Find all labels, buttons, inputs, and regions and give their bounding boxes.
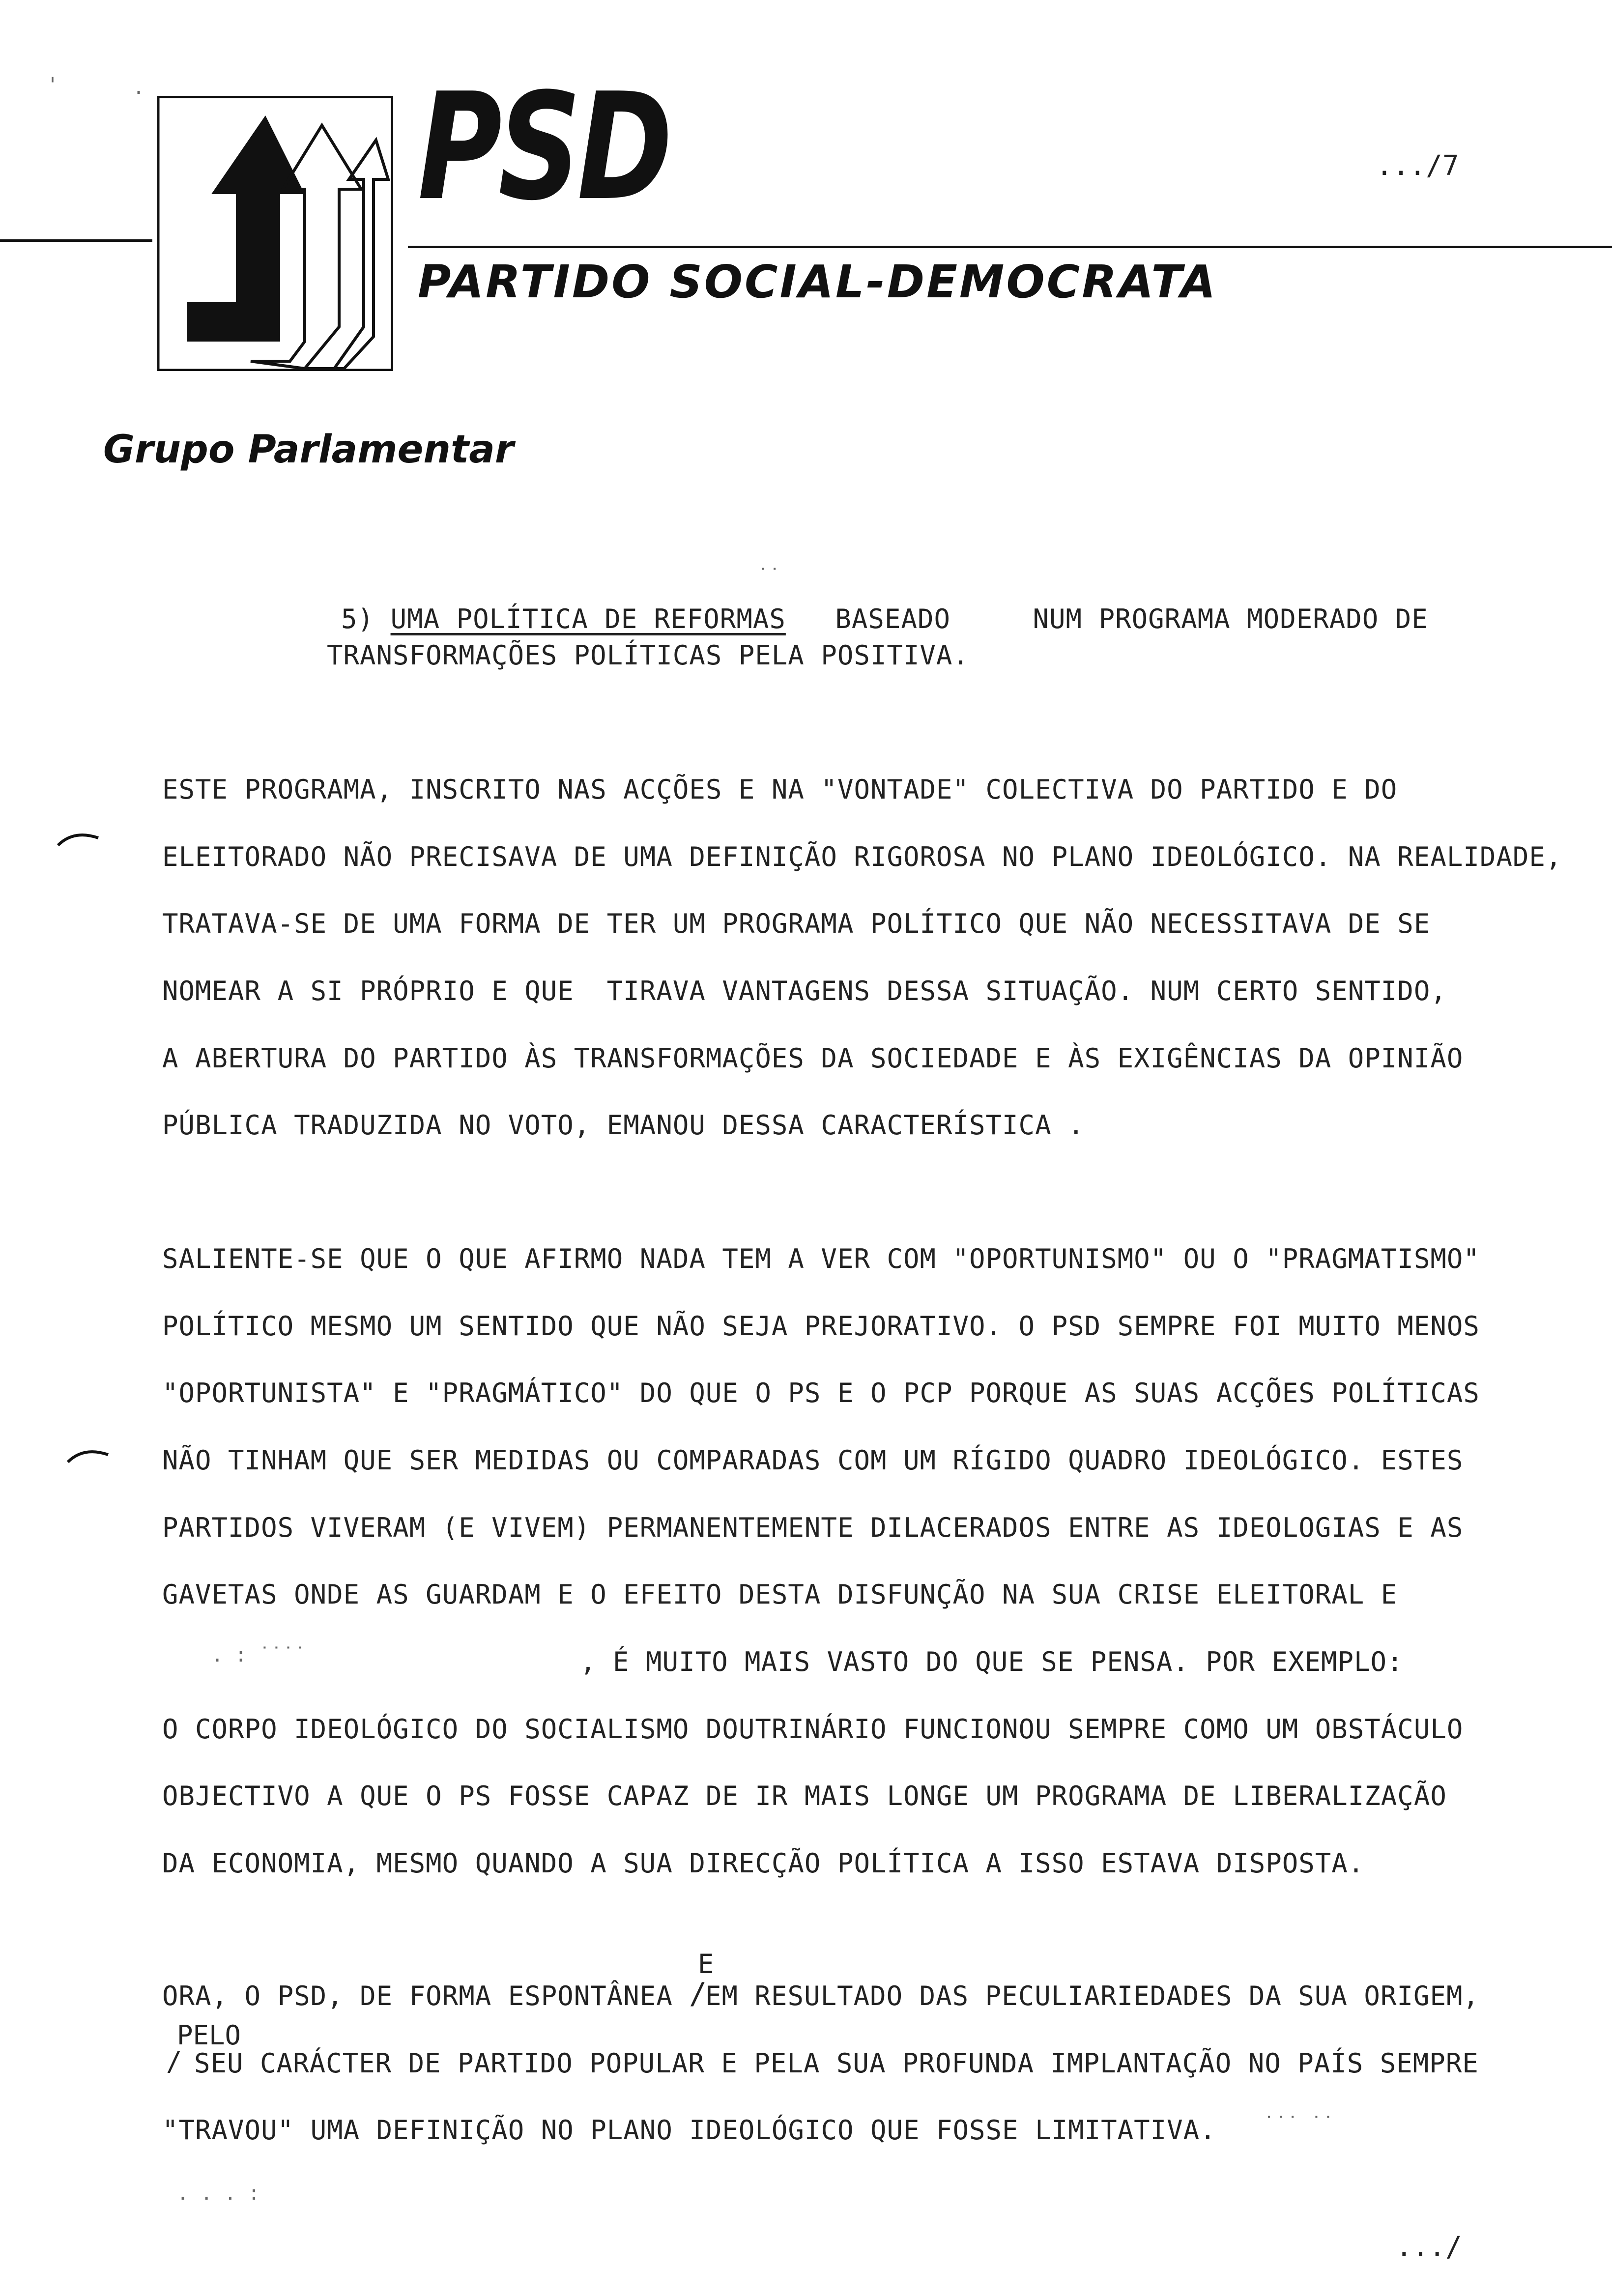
section-title-underlined: UMA POLÍTICA DE REFORMAS: [390, 603, 786, 634]
insert-mark: /: [166, 2046, 182, 2077]
party-name: PARTIDO SOCIAL-DEMOCRATA: [418, 256, 1218, 308]
page-ref-top: .../7: [1376, 150, 1459, 182]
p2-line-6: GAVETAS ONDE AS GUARDAM E O EFEITO DESTA DISFUNÇÃO NA SUA CRISE ELEITORAL E: [162, 1579, 1398, 1610]
p2-line-5: PARTIDOS VIVERAM (E VIVEM) PERMANENTEMENTE DILACERADOS ENTRE AS IDEOLOGIAS E AS: [162, 1512, 1464, 1543]
p1-line-3: TRATAVA-SE DE UMA FORMA DE TER UM PROGRAMA POLÍTICO QUE NÃO NECESSITAVA DE SE: [162, 908, 1431, 939]
page-ref-bottom: .../: [1396, 2231, 1462, 2263]
scan-speck: ˙˙˙ ˙˙: [1263, 2113, 1334, 2136]
handwritten-insert-e: E: [698, 1949, 714, 1980]
section-title-rest: BASEADO NUM PROGRAMA MODERADO DE: [835, 603, 1428, 634]
insert-slash: /: [689, 1977, 707, 2011]
p3-line-2: SEU CARÁCTER DE PARTIDO POPULAR E PELA SUA PROFUNDA IMPLANTAÇÃO NO PAÍS SEMPRE: [194, 2048, 1479, 2079]
p2-line-10: DA ECONOMIA, MESMO QUANDO A SUA DIRECÇÃO POLÍTICA A ISSO ESTAVA DISPOSTA.: [162, 1848, 1365, 1879]
p2-line-2: POLÍTICO MESMO UM SENTIDO QUE NÃO SEJA PREJORATIVO. O PSD SEMPRE FOI MUITO MENOS: [162, 1311, 1480, 1342]
psd-wordmark: PSD: [418, 61, 669, 233]
p3-line-1a: ORA, O PSD, DE FORMA ESPONTÂNEA: [162, 1980, 673, 2011]
p1-line-2: ELEITORADO NÃO PRECISAVA DE UMA DEFINIÇÃO RIGOROSA NO PLANO IDEOLÓGICO. NA REALIDADE,: [162, 841, 1562, 872]
p1-line-5: A ABERTURA DO PARTIDO ÀS TRANSFORMAÇÕES DA SOCIEDADE E ÀS EXIGÊNCIAS DA OPINIÃO: [162, 1043, 1464, 1074]
p2-line-1: SALIENTE-SE QUE O QUE AFIRMO NADA TEM A VER COM "OPORTUNISMO" OU O "PRAGMATISMO": [162, 1243, 1480, 1274]
p2-line-9: OBJECTIVO A QUE O PS FOSSE CAPAZ DE IR MAIS LONGE UM PROGRAMA DE LIBERALIZAÇÃO: [162, 1780, 1447, 1811]
psd-arrows-logo: [157, 96, 393, 371]
group-name: Grupo Parlamentar: [103, 428, 514, 472]
scan-speck: . : ˙˙˙˙: [211, 1644, 306, 1666]
scan-speck: . . . :: [177, 2182, 260, 2205]
p3-line-1b: EM RESULTADO DAS PECULIARIEDADES DA SUA ORIGEM,: [705, 1980, 1480, 2011]
scan-speck: .: [133, 76, 145, 99]
p2-line-8: O CORPO IDEOLÓGICO DO SOCIALISMO DOUTRINÁRIO FUNCIONOU SEMPRE COMO UM OBSTÁCULO: [162, 1714, 1464, 1745]
p1-line-1: ESTE PROGRAMA, INSCRITO NAS ACÇÕES E NA "VONTADE" COLECTIVA DO PARTIDO E DO: [162, 774, 1398, 805]
p1-line-6: PÚBLICA TRADUZIDA NO VOTO, EMANOU DESSA CARACTERÍSTICA .: [162, 1110, 1085, 1141]
header-rule-right: [408, 246, 1612, 248]
section-heading-line2: TRANSFORMAÇÕES POLÍTICAS PELA POSITIVA.: [327, 640, 969, 671]
section-number: 5): [341, 603, 374, 634]
header-rule-left: [0, 239, 152, 242]
p2-line-4: NÃO TINHAM QUE SER MEDIDAS OU COMPARADAS COM UM RÍGIDO QUADRO IDEOLÓGICO. ESTES: [162, 1445, 1464, 1476]
margin-bracket-1: [54, 826, 103, 850]
p3-line-3: "TRAVOU" UMA DEFINIÇÃO NO PLANO IDEOLÓGICO QUE FOSSE LIMITATIVA.: [162, 2115, 1216, 2146]
p1-line-4: NOMEAR A SI PRÓPRIO E QUE TIRAVA VANTAGENS DESSA SITUAÇÃO. NUM CERTO SENTIDO,: [162, 976, 1447, 1006]
p2-line-7: , É MUITO MAIS VASTO DO QUE SE PENSA. POR EXEMPLO:: [580, 1646, 1404, 1677]
p2-line-3: "OPORTUNISTA" E "PRAGMÁTICO" DO QUE O PS E O PCP PORQUE AS SUAS ACÇÕES POLÍTICAS: [162, 1378, 1480, 1408]
handwritten-insert-pelo: PELO: [177, 2020, 241, 2051]
scan-speck: ': [47, 74, 59, 96]
scan-speck: ˙˙: [757, 565, 781, 588]
margin-bracket-2: [64, 1442, 113, 1467]
